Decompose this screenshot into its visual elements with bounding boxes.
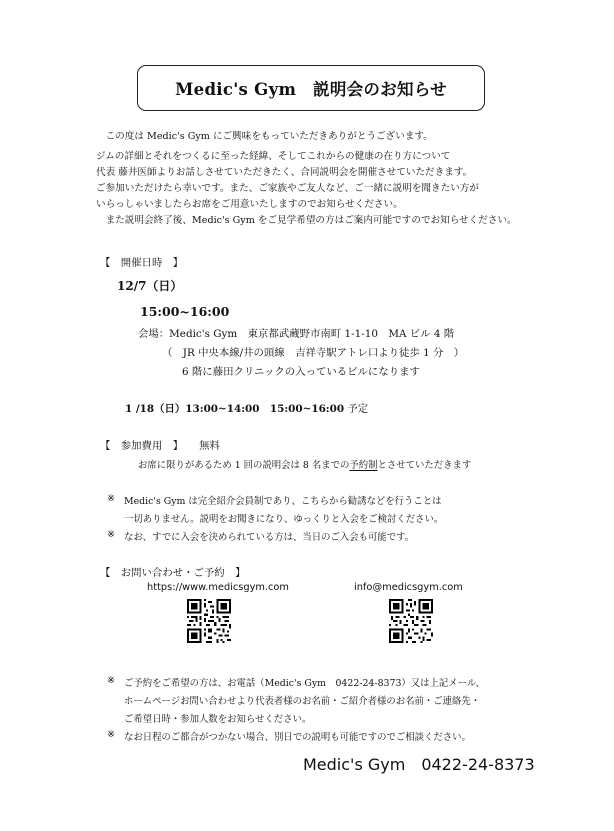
note-mark: ※	[107, 529, 115, 540]
note-text: なお日程のご都合がつかない場合、別日での説明も可能ですのでご相談ください。	[124, 732, 471, 743]
venue-address: 会場：Medic's Gym 東京都武蔵野市南町 1-1-10 MA ビル 4 階	[138, 328, 455, 340]
website-link[interactable]: https://www.medicsgym.com	[147, 582, 289, 593]
note-mark: ※	[107, 493, 115, 504]
schedule-heading: 【 開催日時 】	[100, 257, 184, 269]
note-text: なお、すでに入会を決められている方は、当日のご入会も可能です。	[124, 532, 415, 543]
note-mark: ※	[107, 729, 115, 740]
page-title	[137, 65, 485, 111]
fee-heading: 【 参加費用 】	[100, 440, 184, 452]
email-qr-code-icon[interactable]	[389, 599, 433, 643]
note-text: Medic's Gym は完全紹介会員制であり、こちらから勧誘などを行うことは	[124, 496, 442, 507]
note-text: ご予約をご希望の方は、お電話（Medic's Gym 0422-24-8373）又は上記メール、	[124, 678, 485, 689]
fee-section	[100, 437, 220, 452]
website-qr-code-icon[interactable]	[187, 599, 231, 643]
venue-access: （ JR 中央本線/井の頭線 吉祥寺駅アトレ口より徒歩 1 分 ）	[162, 347, 465, 359]
intro-line: ご参加いただけたら幸いです。また、ご家族やご友人など、ご一緒に説明を聞きたい方が	[96, 183, 479, 194]
intro-line: いらっしゃいましたらお席をご用意いたしますのでお知らせください。	[96, 199, 403, 210]
fee-note-suffix: とさせていただきます	[377, 460, 472, 471]
email-link[interactable]: info@medicsgym.com	[354, 582, 463, 593]
fee-note-underlined: 予約制	[349, 460, 378, 471]
note-text: ご希望日時・参加人数をお知らせください。	[124, 714, 312, 725]
note-text: 一切ありません。説明をお聞きになり、ゆっくりと入会をご検討ください。	[124, 514, 444, 525]
note-mark: ※	[107, 675, 115, 686]
intro-line: ジムの詳細とそれをつくるに至った経緯、そしてこれからの健康の在り方について	[96, 151, 451, 162]
next-session-suffix: 予定	[344, 403, 369, 415]
note-text: ホームページお問い合わせより代表者様のお名前・ご紹介者様のお名前・ご連絡先・	[124, 696, 481, 707]
footer-contact: Medic's Gym 0422-24-8373	[303, 755, 535, 774]
intro-line: また説明会終了後、Medic's Gym をご見学希望の方はご案内可能ですのでお知らせください。	[96, 215, 517, 226]
intro-line: 代表 藤井医師よりお話しさせていただきたく、合同説明会を開催させていただきます。	[96, 167, 473, 178]
contact-heading: 【 お問い合わせ・ご予約 】	[100, 567, 246, 579]
event-date: 12/7（日）	[117, 279, 183, 293]
next-session-date: 1 /18（日）13:00~14:00 15:00~16:00	[125, 403, 345, 415]
fee-note	[138, 457, 471, 471]
intro-line: この度は Medic's Gym にご興味をもっていただきありがとうございます。	[96, 131, 433, 142]
event-time: 15:00~16:00	[140, 304, 230, 319]
venue-floor-note: 6 階に藤田クリニックの入っているビルになります	[182, 366, 420, 378]
fee-value: 無料	[199, 440, 220, 452]
fee-note-prefix: お席に限りがあるため 1 回の説明会は 8 名までの	[138, 460, 350, 471]
title-text: Medic's Gym 説明会のお知らせ	[175, 80, 447, 99]
intro-paragraph	[96, 130, 433, 144]
next-session	[125, 400, 368, 415]
